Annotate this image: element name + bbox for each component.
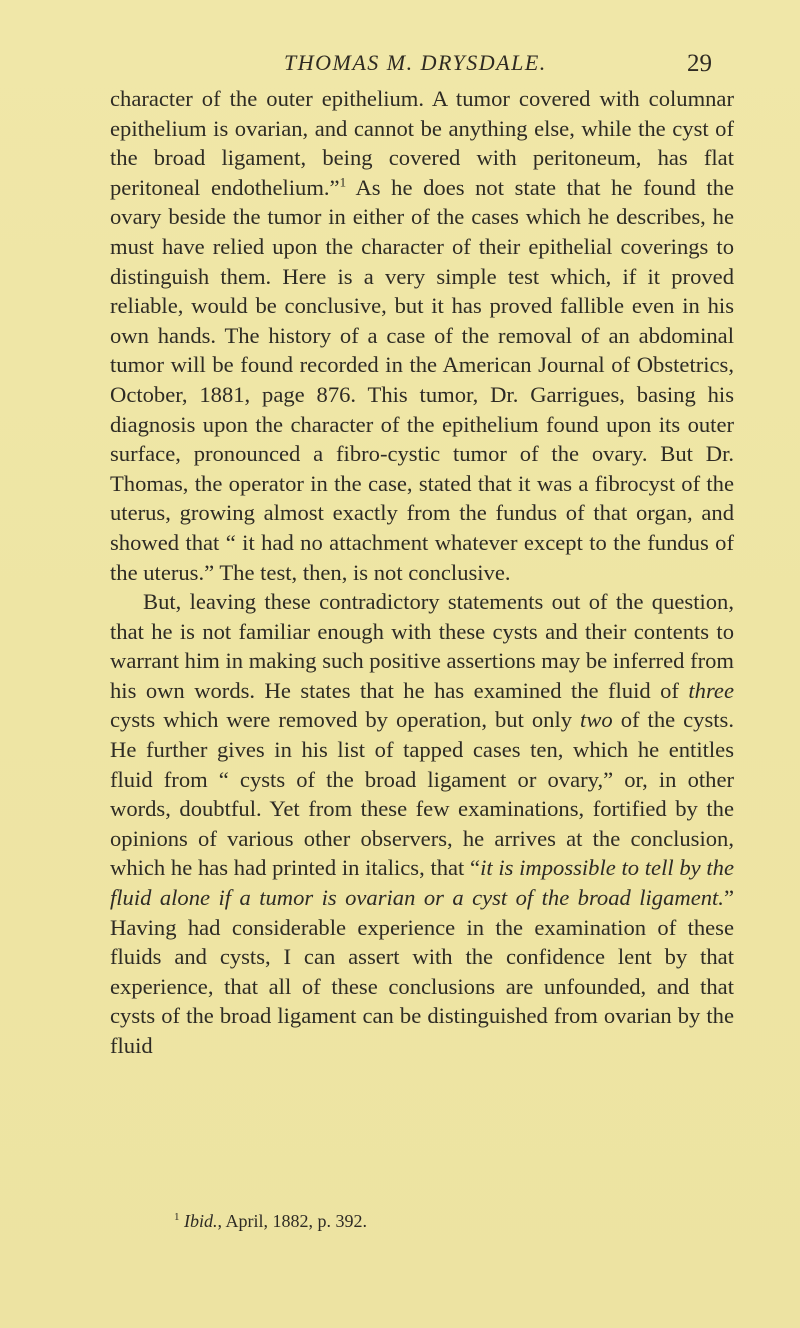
italic-quotation: it is impossible to tell by the fluid alone if a tumor is ovarian or a cyst of the broad ligament. [110, 855, 734, 911]
footnote-citation: , April, 1882, p. 392. [217, 1211, 368, 1231]
emphasis-two: two [580, 707, 613, 733]
page-number: 29 [687, 50, 712, 77]
page-header [0, 50, 800, 84]
paragraph-1-text-a: character of the outer epithelium. A tumor covered with columnar epithelium is ovarian, and cannot be anything else, while the cyst of the broad ligament, being covered with peritoneum, has flat peritoneal endothelium.” [110, 86, 734, 200]
body-text [110, 84, 734, 1061]
paragraph-2-text-a: But, leaving these contradictory statements out of the question, that he is not familiar enough with these cysts and their contents to warrant him in making such positive assertions may be inferred from his own words. He states that he has examined the fluid of [110, 589, 734, 703]
paragraph-2 [110, 587, 734, 1061]
footnote-reference: 1 [339, 174, 347, 190]
paragraph-1-text-b: As he does not state that he found the ovary beside the tumor in either of the cases which he describes, he must have relied upon the character of their epithelial coverings to distinguish them. Here is a very simple test which, if it proved reliable, would be conclusive, but it has proved fallible even in his own hands. The history of a case of the removal of an abdominal tumor will be found recorded in the American Journal of Obstetrics, October, 1881, page 876. This tumor, Dr. Garrigues, basing his diagnosis upon the character of the epithelium found upon its outer surface, pronounced a fibro-cystic tumor of the ovary. But Dr. Thomas, the operator in the case, stated that it was a fibrocyst of the uterus, growing almost exactly from the fundus of that organ, and showed that “ it had no attachment whatever except to the fundus of the uterus.” The test, then, is not conclusive. [110, 174, 734, 585]
paragraph-2-text-d: ” Having had considerable experience in the examination of these fluids and cysts, I can assert with the confidence lent by that experience, that all of these conclusions are unfounded, and that cysts of the broad ligament can be distinguished from ovarian by the fluid [110, 885, 734, 1058]
footnote-source: Ibid. [184, 1211, 218, 1231]
paragraph-1 [110, 84, 734, 587]
footnote [174, 1210, 367, 1232]
footnote-marker: 1 [174, 1211, 180, 1223]
paragraph-2-text-b: cysts which were removed by operation, but only [110, 707, 581, 733]
running-head: THOMAS M. DRYSDALE. [284, 50, 547, 75]
paragraph-2-text-c: of the cysts. He further gives in his list of tapped cases ten, which he entitles fluid from “ cysts of the broad ligament or ovary,” or, in other words, doubtful. Yet from these few examinations, fortified by the opinions of various other observers, he arrives at the conclusion, which he has had printed in italics, that “ [110, 707, 734, 881]
emphasis-three: three [688, 677, 734, 703]
